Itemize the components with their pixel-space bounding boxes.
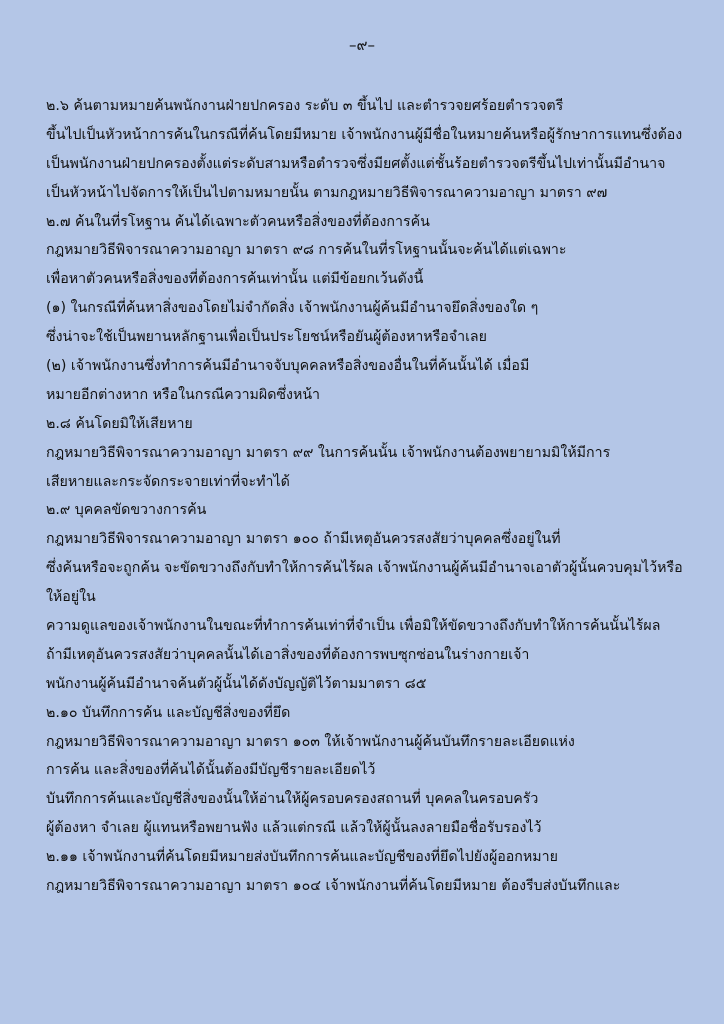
body-line: ขึ้นไปเป็นหัวหน้าการค้นในกรณีที่ค้นโดยมีหมาย เจ้าพนักงานผู้มีชื่อในหมายค้นหรือผู้รักษาการแทนซึ่งต้อง [46,126,683,143]
list-item-1: (๑) ในกรณีที่ค้นหาสิ่งของโดยไม่จำกัดสิ่ง เจ้าพนักงานผู้ค้นมีอำนาจยึดสิ่งของใด ๆ [46,300,539,317]
body-line: เสียหายและกระจัดกระจายเท่าที่จะทำได้ [46,473,290,490]
body-line: เพื่อหาตัวคนหรือสิ่งของที่ต้องการค้นเท่านั้น แต่มีข้อยกเว้นดังนี้ [46,271,424,288]
body-line: ซึ่งค้นหรือจะถูกค้น จะขัดขวางถึงกับทำให้การค้นไร้ผล เจ้าพนักงานผู้ค้นมีอำนาจเอาตัวผู้นั้นควบคุมไว้หรือ [46,560,683,577]
body-line: พนักงานผู้ค้นมีอำนาจค้นตัวผู้นั้นได้ดังบัญญัติไว้ตามมาตรา ๘๕ [46,675,427,692]
body-line: บันทึกการค้นและบัญชีสิ่งของนั้นให้อ่านให้ผู้ครอบครองสถานที่ บุคคลในครอบครัว [46,791,539,808]
section-2-11-heading: ๒.๑๑ เจ้าพนักงานที่ค้นโดยมีหมายส่งบันทึกการค้นและบัญชีของที่ยึดไปยังผู้ออกหมาย [46,849,558,866]
body-line: เป็นหัวหน้าไปจัดการให้เป็นไปตามหมายนั้น ตามกฎหมายวิธีพิจารณาความอาญา มาตรา ๙๗ [46,184,608,201]
section-2-10-heading: ๒.๑๐ บันทึกการค้น และบัญชีสิ่งของที่ยึด [46,704,291,721]
section-2-8-heading: ๒.๘ ค้นโดยมิให้เสียหาย [46,415,193,432]
section-2-6-heading: ๒.๖ ค้นตามหมายค้นพนักงานฝ่ายปกครอง ระดับ ๓ ขึ้นไป และตำรวจยศร้อยตำรวจตรี [46,98,564,114]
section-2-9-heading: ๒.๙ บุคคลขัดขวางการค้น [46,502,207,519]
body-line: กฎหมายวิธีพิจารณาความอาญา มาตรา ๙๙ ในการค้นนั้น เจ้าพนักงานต้องพยายามมิให้มีการ [46,444,611,461]
section-2-7-heading: ๒.๗ ค้นในที่รโหฐาน ค้นได้เฉพาะตัวคนหรือสิ่งของที่ต้องการค้น [46,213,430,230]
body-line: ผู้ต้องหา จำเลย ผู้แทนหรือพยานฟัง แล้วแต่กรณี แล้วให้ผู้นั้นลงลายมือชื่อรับรองไว้ [46,820,542,837]
body-line: กฎหมายวิธีพิจารณาความอาญา มาตรา ๑๐๐ ถ้ามีเหตุอันควรสงสัยว่าบุคคลซึ่งอยู่ในที่ [46,531,561,548]
page-number: –๙– [349,36,375,54]
body-line: ให้อยู่ใน [46,589,96,606]
body-line: ถ้ามีเหตุอันควรสงสัยว่าบุคคลนั้นได้เอาสิ่งของที่ต้องการพบซุกซ่อนในร่างกายเจ้า [46,646,530,663]
body-line: เป็นพนักงานฝ่ายปกครองตั้งแต่ระดับสามหรือตำรวจซึ่งมียศตั้งแต่ชั้นร้อยตำรวจตรีขึ้นไปเท่านั้นมีอำนาจ [46,155,666,172]
body-line: กฎหมายวิธีพิจารณาความอาญา มาตรา ๑๐๔ เจ้าพนักงานที่ค้นโดยมีหมาย ต้องรีบส่งบันทึกและ [46,878,621,895]
body-line: กฎหมายวิธีพิจารณาความอาญา มาตรา ๑๐๓ ให้เจ้าพนักงานผู้ค้นบันทึกรายละเอียดแห่ง [46,733,575,750]
body-line: หมายอีกต่างหาก หรือในกรณีความผิดซึ่งหน้า [46,386,320,403]
list-item-2: (๒) เจ้าพนักงานซึ่งทำการค้นมีอำนาจจับบุคคลหรือสิ่งของอื่นในที่ค้นนั้นได้ เมื่อมี [46,358,530,375]
body-line: การค้น และสิ่งของที่ค้นได้นั้นต้องมีบัญชีรายละเอียดไว้ [46,762,376,779]
body-line: ซึ่งน่าจะใช้เป็นพยานหลักฐานเพื่อเป็นประโยชน์หรือยันผู้ต้องหาหรือจำเลย [46,329,487,346]
body-line: ความดูแลของเจ้าพนักงานในขณะที่ทำการค้นเท่าที่จำเป็น เพื่อมิให้ขัดขวางถึงกับทำให้การค้นนั้นไร้ผล [46,618,661,635]
body-line: กฎหมายวิธีพิจารณาความอาญา มาตรา ๙๘ การค้นในที่รโหฐานนั้นจะค้นได้แต่เฉพาะ [46,242,567,259]
document-body [46,92,706,901]
